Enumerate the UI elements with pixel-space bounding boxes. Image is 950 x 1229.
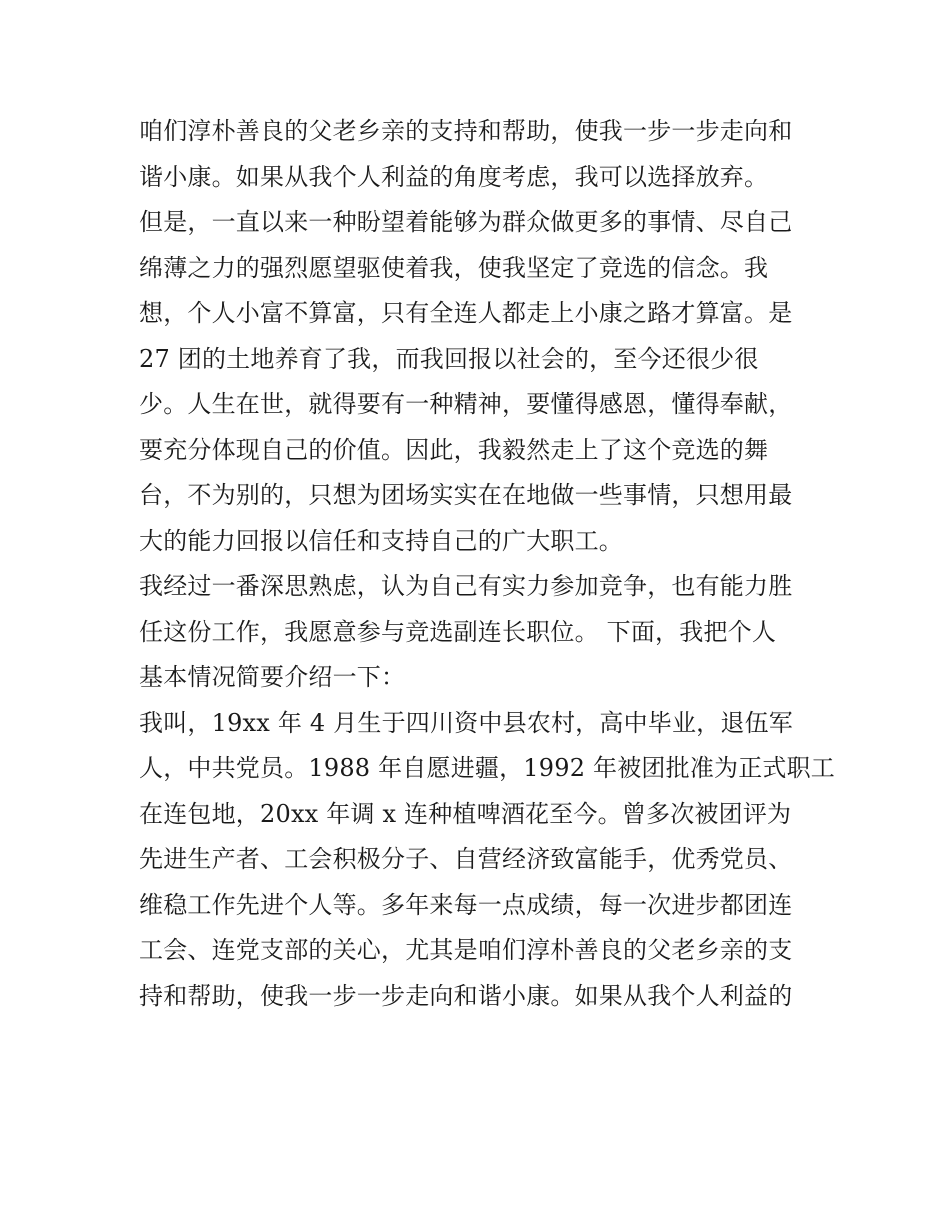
text-line: 持和帮助，使我一步一步走向和谐小康。如果从我个人利益的 bbox=[139, 981, 793, 1010]
text-line: 工会、连党支部的关心，尤其是咱们淳朴善良的父老乡亲的支 bbox=[139, 936, 793, 964]
text-line: 咱们淳朴善良的父老乡亲的支持和帮助，使我一步一步走向和 bbox=[139, 117, 793, 145]
text-line: 少。人生在世，就得要有一种精神，要懂得感恩，懂得奉献， bbox=[139, 390, 793, 418]
body-text bbox=[139, 109, 836, 1019]
text-line: 但是，一直以来一种盼望着能够为群众做更多的事情、尽自己 bbox=[139, 208, 793, 236]
text-line: 27 团的土地养育了我，而我回报以社会的，至今还很少很 bbox=[139, 344, 759, 373]
text-line: 我经过一番深思熟虑，认为自己有实力参加竞争，也有能力胜 bbox=[139, 572, 793, 600]
text-line: 谐小康。如果从我个人利益的角度考虑，我可以选择放弃。 bbox=[139, 162, 769, 191]
text-line: 在连包地，20xx 年调 x 连种植啤酒花至今。曾多次被团评为 bbox=[139, 799, 792, 828]
text-line: 基本情况简要介绍一下： bbox=[139, 663, 406, 691]
text-line: 绵薄之力的强烈愿望驱使着我，使我坚定了竞选的信念。我 bbox=[139, 253, 769, 282]
text-line: 要充分体现自己的价值。因此，我毅然走上了这个竞选的舞 bbox=[139, 435, 769, 464]
text-line: 大的能力回报以信任和支持自己的广大职工。 bbox=[139, 526, 623, 555]
text-line: 台，不为别的，只想为团场实实在在地做一些事情，只想用最 bbox=[139, 481, 793, 509]
text-line: 人，中共党员。1988 年自愿进疆，1992 年被团批准为正式职工 bbox=[139, 754, 836, 782]
text-line: 我叫，19xx 年 4 月生于四川资中县农村，高中毕业，退伍军 bbox=[139, 708, 793, 737]
text-line: 想，个人小富不算富，只有全连人都走上小康之路才算富。是 bbox=[139, 299, 793, 327]
text-line: 任这份工作，我愿意参与竞选副连长职位。 下面，我把个人 bbox=[139, 617, 777, 646]
text-line: 维稳工作先进个人等。多年来每一点成绩，每一次进步都团连 bbox=[139, 890, 793, 919]
text-line: 先进生产者、工会积极分子、自营经济致富能手，优秀党员、 bbox=[139, 845, 793, 873]
